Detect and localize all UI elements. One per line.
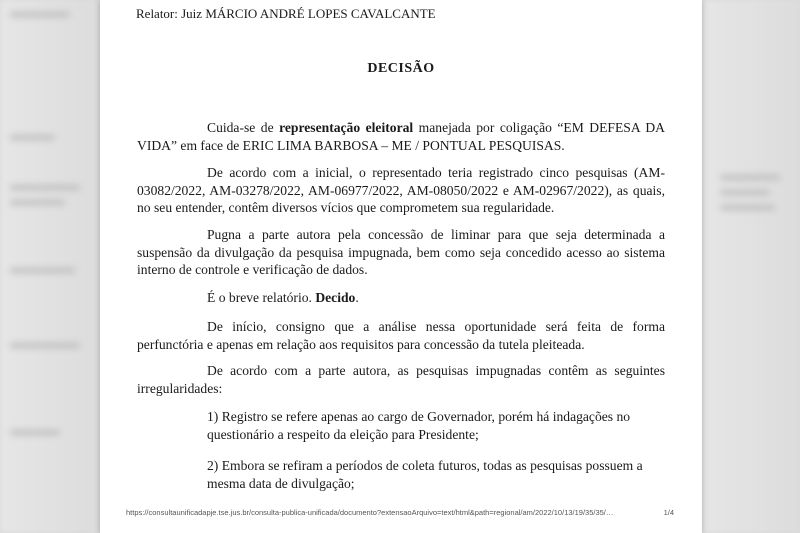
paragraph-1-bold: representação eleitoral <box>279 120 414 135</box>
ghost-text <box>10 200 65 205</box>
ghost-text <box>10 268 75 273</box>
footer-url: https://consultaunificadapje.tse.jus.br/consulta-publica-unificada/documento?extensaoArquivo=text/html&path=regional/am/2022/10/13/19/35/35/… <box>126 508 614 517</box>
paragraph-4-text: É o breve relatório. <box>207 290 316 305</box>
list-item-2: 2) Embora se refiram a períodos de coleta futuros, todas as pesquisas possuem a mesma data de divulgação; <box>207 458 643 491</box>
background-blur-right <box>700 0 800 533</box>
page-title: DECISÃO <box>367 61 435 76</box>
paragraph-1-text: Cuida-se de <box>207 120 280 135</box>
paragraph-1-text-end: manejada por coligação “EM DEFESA DA VIDA” em face de ERIC LIMA BARBOSA – ME / PONTUAL PESQUISAS. <box>137 120 665 153</box>
document-page <box>100 0 702 533</box>
ghost-text <box>10 343 80 348</box>
ghost-text <box>10 135 55 140</box>
background-blur-left <box>0 0 100 533</box>
paragraph-4-text-end: . <box>355 290 359 305</box>
page-number: 1/4 <box>663 508 674 517</box>
paragraph-4-bold: Decido <box>315 290 356 305</box>
paragraph-6: De acordo com a parte autora, as pesquisas impugnadas contêm as seguintes irregularidades: <box>137 363 665 396</box>
paragraph-4 <box>137 289 665 307</box>
ghost-text <box>10 185 80 190</box>
ghost-text <box>720 190 770 195</box>
ghost-text <box>10 430 60 435</box>
paragraph-2: De acordo com a inicial, o representado teria registrado cinco pesquisas (AM-03082/2022, AM-03278/2022, AM-06977/2022, AM-08050/2022 e AM-02967/2022), as quais, no seu entender, contêm diversos vícios que comprometem sua regularidade. <box>137 165 665 215</box>
paragraph-5: De início, consigno que a análise nessa oportunidade será feita de forma perfunctória e apenas em relação aos requisitos para concessão da tutela pleiteada. <box>137 319 665 352</box>
list-item-1: 1) Registro se refere apenas ao cargo de Governador, porém há indagações no questionário a respeito da eleição para Presidente; <box>207 409 631 442</box>
ghost-text <box>720 175 780 180</box>
paragraph-3: Pugna a parte autora pela concessão de liminar para que seja determinada a suspensão da divulgação da pesquisa impugnada, bem como seja concedido acesso ao sistema interno de controle e verificação de dados. <box>137 227 665 277</box>
paragraph-1 <box>137 119 665 154</box>
ghost-text <box>720 205 775 210</box>
rapporteur-line: Relator: Juiz MÁRCIO ANDRÉ LOPES CAVALCANTE <box>136 6 436 21</box>
ghost-text <box>10 12 70 17</box>
